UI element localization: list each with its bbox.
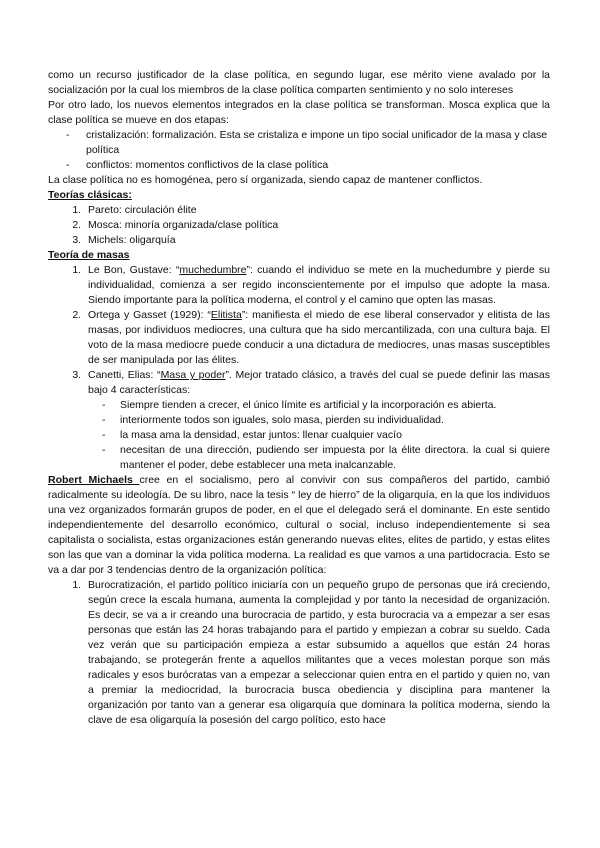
term: muchedumbre xyxy=(179,264,247,276)
traits-list xyxy=(88,398,550,473)
list-item: - cristalización: formalización. Esta se cristaliza e impone un tipo social unificador de la masa y clase política xyxy=(48,128,550,158)
item-text: ”: manifiesta el miedo de ese liberal conservador y elitista de las masas, por individuos mediocres, una cultura que ha sido mercantilizada, con una cultura baja. El voto de la masa mediocre puede conducir a una dictadura de mediocres, unas masas susceptibles de ser manipulada por las élites. xyxy=(88,309,550,366)
list-item xyxy=(84,263,550,308)
list-item: - necesitan de una dirección, pudiendo ser impuesta por la élite directora. la cual si quiere mantener el poder, debe establecer una meta inalcanzable. xyxy=(88,443,550,473)
list-item: - conflictos: momentos conflictivos de la clase política xyxy=(48,158,550,173)
item-text: ”: cuando el individuo se mete en la muchedumbre y pierde su individualidad, comienza a ser regido inconscientemente por el impulso que adopte la masa. Siendo importante para la política moderna, el control y el camino que opten las masas. xyxy=(88,264,550,306)
intro-paragraph: como un recurso justificador de la clase política, en segundo lugar, ese mérito viene avalado por la socialización por la cual los miembros de la clase política comparten sentimiento y no solo intereses xyxy=(48,69,550,96)
tendencies-list xyxy=(48,578,550,728)
list-item xyxy=(84,308,550,368)
michels-text: cree en el socialismo, pero al convivir con sus compañeros del partido, cambió radicalmente su ideología. De su libro, nace la tesis “ ley de hierro” de la oligarquía, en la que los individuos una vez organizados formarán grupos de poder, en el que el delegado será el dominante. En este sentido independientemente del desarrollo económico, cultural o social, incluso independientemente si sea capitalista o socialista, estas organizaciones están generando nuevas elites, elites de partido, y estas elites son las que van a dominar la vida política moderna. La realidad es que vamos a una partidocracia. Esto se va a dar por 3 tendencias dentro de la organización política: xyxy=(48,474,550,576)
mosca-paragraph: Por otro lado, los nuevos elementos integrados en la clase política se transforman. Mosca explica que la clase política se mueve en dos etapas: xyxy=(48,99,550,126)
mass-theory-heading: Teoría de masas xyxy=(48,249,130,261)
item-prefix: Canetti, Elias: “ xyxy=(88,369,161,381)
list-item: - interiormente todos son iguales, solo masa, pierden su individualidad. xyxy=(88,413,550,428)
class-paragraph: La clase política no es homogénea, pero sí organizada, siendo capaz de mantener conflictos. xyxy=(48,174,483,186)
item-prefix: Le Bon, Gustave: “ xyxy=(88,264,180,276)
stages-list xyxy=(48,128,550,173)
list-item: 1. Burocratización, el partido político iniciaría con un pequeño grupo de personas que irá creciendo, según crece la escala humana, aumenta la complejidad y por tanto la necesidad de organización. Es decir, se va a ir creando una burocracia de partido, y esta burocracia va a empezar a ser esas personas que están las 24 horas trabajando para el partido y empiezan a cobrar su sueldo. Cada vez verán que su participación empieza a estar subsumido a aquellos que están 24 horas trabajando, se protegerán frente a aquellos militantes que a veces molestan porque son más radicales y esos burócratas van a empezar a seleccionar quien entra en el partido y quien no, van a premiar la mediocridad, la burocracia busca obediencia y disciplina para mantener la organización por tanto van a generar esa oligarquía que dominara la política moderna, siendo la clave de esa oligarquía la posesión del cargo político, esto hace xyxy=(84,578,550,728)
term: Elitista xyxy=(210,309,242,321)
list-item: 1. Pareto: circulación élite xyxy=(84,203,550,218)
list-item: 2. Mosca: minoría organizada/clase política xyxy=(84,218,550,233)
term: Masa y poder xyxy=(160,369,226,381)
item-prefix: Ortega y Gasset (1929): “ xyxy=(88,309,211,321)
list-item: - Siempre tienden a crecer, el único límite es artificial y la incorporación es abierta. xyxy=(88,398,550,413)
document-page xyxy=(48,68,550,728)
list-item: 3. Michels: oligarquía xyxy=(84,233,550,248)
item-text: ”. Mejor tratado clásico, a través del cual se puede definir las masas bajo 4 características: xyxy=(88,369,550,396)
classic-theories-list xyxy=(48,203,550,248)
classic-theories-heading: Teorías clásicas: xyxy=(48,189,132,201)
list-item xyxy=(84,368,550,473)
list-item: - la masa ama la densidad, estar juntos: llenar cualquier vacío xyxy=(88,428,550,443)
mass-theory-list xyxy=(48,263,550,473)
michels-paragraph xyxy=(48,473,550,578)
author-name: Robert Michaels xyxy=(48,474,140,486)
